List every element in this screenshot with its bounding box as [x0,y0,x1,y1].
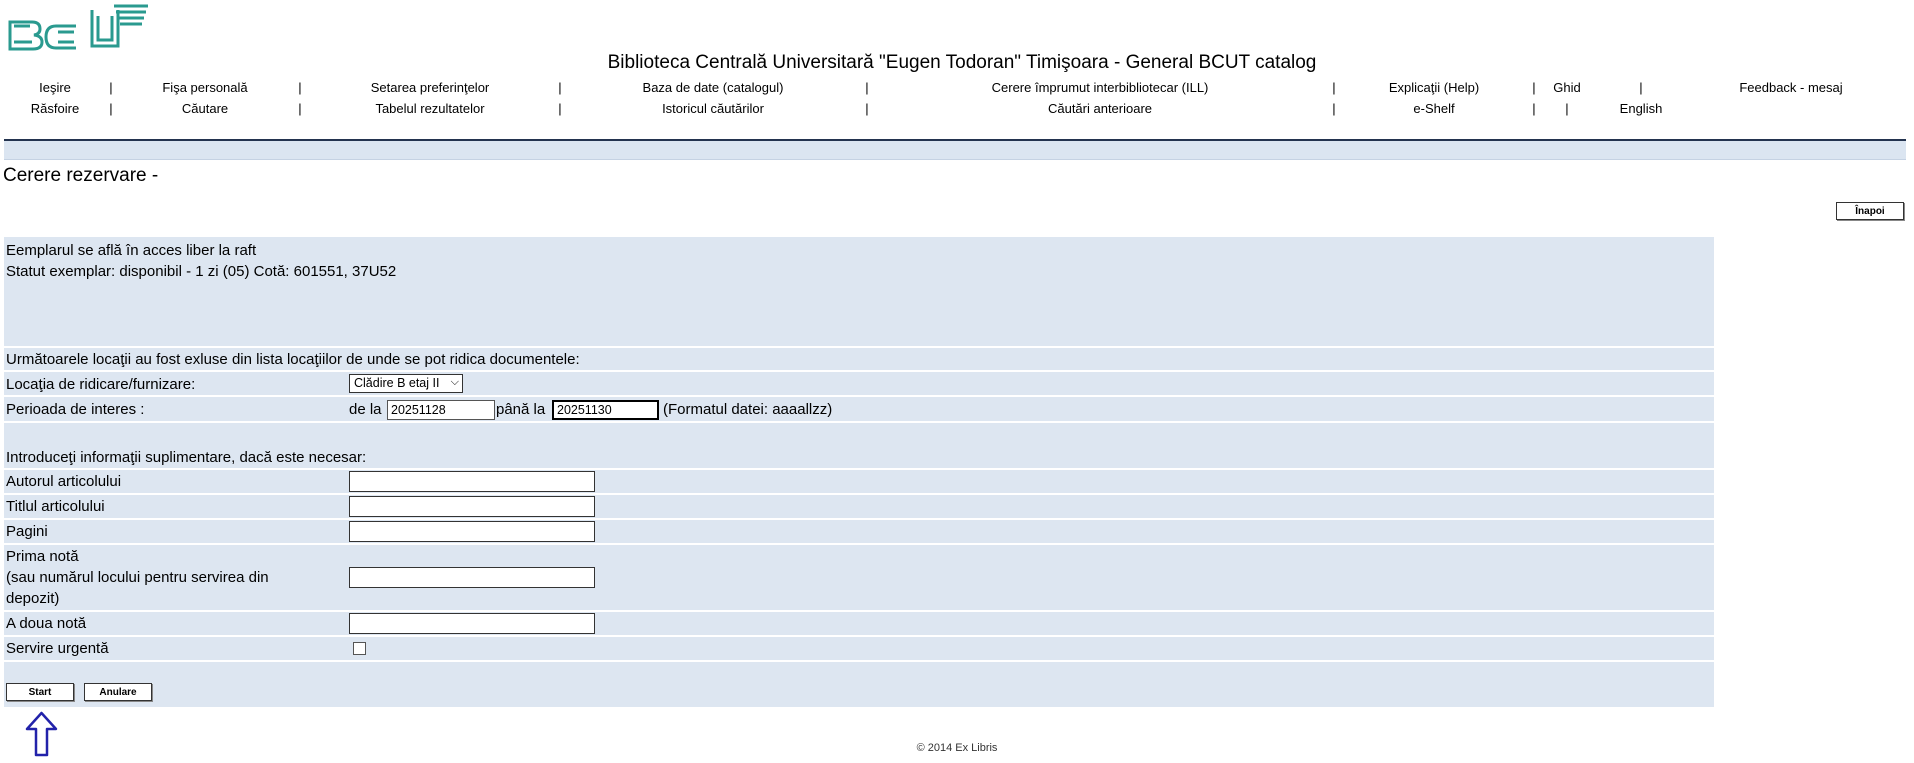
item-status-text: Statut exemplar: disponibil - 1 zi (05) Cotă: 601551, 37U52 [6,263,397,280]
pickup-location-label: Locaţia de ridicare/furnizare: [6,376,196,393]
second-note-input[interactable] [349,613,595,634]
row-separator [4,635,1714,637]
article-author-input[interactable] [349,471,595,492]
extra-info-text: Introduceţi informaţii suplimentare, dacă este necesar: [6,449,367,466]
nav-separator: | [1532,101,1536,116]
item-location-text: Eemplarul se află în acces liber la raft [6,242,257,259]
nav-guide[interactable]: Ghid [1553,80,1581,95]
nav-separator: | [1532,80,1536,95]
nav-results-list[interactable]: Tabelul rezultatelor [375,101,485,116]
nav-database[interactable]: Baza de date (catalogul) [642,80,784,95]
period-to-label: până la [496,401,546,418]
row-separator [4,468,1714,470]
nav-search[interactable]: Căutare [181,101,229,116]
nav-browse[interactable]: Răsfoire [30,101,80,116]
back-button[interactable]: Înapoi [1836,202,1904,220]
nav-separator: | [1639,80,1643,95]
row-separator [4,346,1714,348]
row-separator [4,395,1714,397]
nav-eshelf[interactable]: e-Shelf [1413,101,1455,116]
date-format-hint: (Formatul datei: aaaallzz) [663,401,833,418]
bcut-logo [4,2,152,52]
nav-preferences[interactable]: Setarea preferinţelor [370,80,490,95]
nav-personal-card[interactable]: Fişa personală [162,80,248,95]
header-divider-bar [4,139,1906,160]
first-note-sublabel: (sau numărul locului pentru servirea din [6,569,269,586]
nav-separator: | [1332,101,1336,116]
row-separator [4,518,1714,520]
pickup-location-value: Clădire B etaj II [354,376,440,390]
nav-previous-searches[interactable]: Căutări anterioare [1047,101,1153,116]
start-button[interactable]: Start [6,683,74,701]
cancel-button[interactable]: Anulare [84,683,152,701]
nav-separator: | [1565,101,1569,116]
period-label: Perioada de interes : [6,401,145,418]
article-title-input[interactable] [349,496,595,517]
row-separator [4,543,1714,545]
pages-input[interactable] [349,521,595,542]
excluded-locations-text: Următoarele locaţii au fost exluse din lista locaţiilor de unde se pot ridica documentele: [6,351,580,368]
pages-label: Pagini [6,523,48,540]
row-separator [4,370,1714,372]
nav-separator: | [109,80,113,95]
first-note-sublabel-2: depozit) [6,590,60,607]
first-note-input[interactable] [349,567,595,588]
nav-separator: | [1332,80,1336,95]
article-title-label: Titlul articolului [6,498,105,515]
row-separator [4,421,1714,423]
period-to-input[interactable] [552,400,659,420]
row-separator [4,610,1714,612]
nav-logout[interactable]: Ieşire [39,80,71,95]
nav-separator: | [558,101,562,116]
chevron-down-icon: ⌵ [450,376,459,388]
first-note-label: Prima notă [6,548,79,565]
urgent-service-label: Servire urgentă [6,640,109,657]
nav-separator: | [298,80,302,95]
nav-row-primary [0,80,1914,98]
urgent-service-checkbox[interactable] [353,642,366,655]
nav-separator: | [558,80,562,95]
period-from-input[interactable] [387,400,495,420]
site-title: Biblioteca Centrală Universitară "Eugen Todoran" Timişoara - General BCUT catalog [607,52,1317,73]
row-separator [4,493,1714,495]
pickup-location-select[interactable] [349,374,463,393]
nav-search-history[interactable]: Istoricul căutărilor [662,101,764,116]
nav-feedback[interactable]: Feedback - mesaj [1739,80,1843,95]
nav-english[interactable]: English [1619,101,1663,116]
nav-separator: | [865,101,869,116]
nav-ill-request[interactable]: Cerere împrumut interbibliotecar (ILL) [991,80,1209,95]
period-from-label: de la [349,401,382,418]
page-title: Cerere rezervare - [3,165,159,186]
nav-help[interactable]: Explicaţii (Help) [1388,80,1480,95]
row-separator [4,660,1714,662]
nav-row-secondary [0,101,1914,119]
second-note-label: A doua notă [6,615,87,632]
nav-separator: | [298,101,302,116]
footer-copyright: © 2014 Ex Libris [916,742,998,754]
nav-separator: | [109,101,113,116]
nav-separator: | [865,80,869,95]
article-author-label: Autorul articolului [6,473,122,490]
